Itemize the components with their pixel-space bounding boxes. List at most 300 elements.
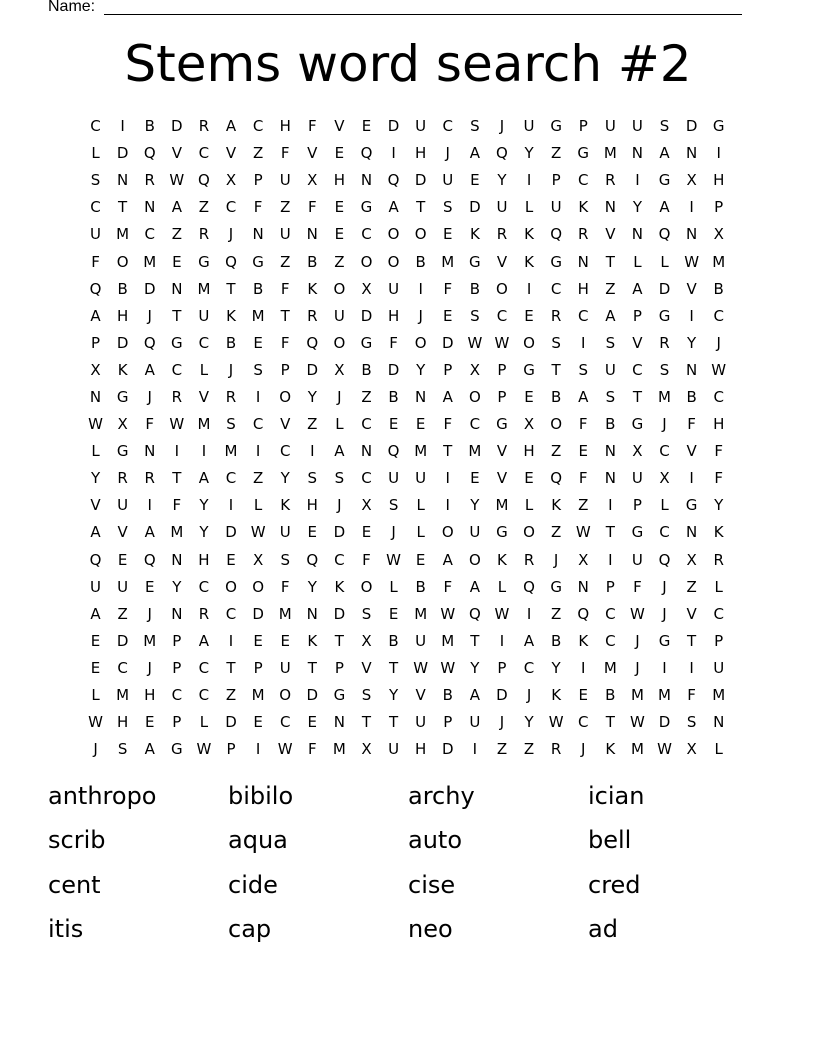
grid-letter: Z — [198, 198, 210, 217]
grid-letter: K — [307, 631, 318, 650]
grid-letter: G — [360, 333, 373, 352]
grid-letter: K — [524, 252, 534, 271]
search-word: itis — [48, 915, 84, 944]
search-word: cent — [48, 870, 101, 899]
grid-letter: O — [414, 333, 427, 352]
grid-letter: T — [388, 713, 399, 732]
grid-letter: J — [662, 604, 667, 623]
search-word: bibilo — [228, 782, 294, 811]
grid-letter: I — [635, 171, 640, 190]
grid-letter: A — [334, 442, 345, 461]
grid-letter: G — [658, 306, 671, 325]
grid-letter: E — [361, 523, 372, 542]
grid-letter: E — [415, 415, 426, 434]
grid-letter: S — [280, 550, 290, 569]
grid-letter: Z — [280, 198, 291, 217]
grid-letter: C — [550, 279, 562, 298]
grid-letter: M — [468, 442, 482, 461]
grid-letter: C — [144, 225, 155, 244]
grid-letter: U — [117, 496, 129, 515]
grid-letter: K — [280, 496, 291, 515]
grid-letter: D — [143, 279, 156, 298]
grid-letter: D — [658, 279, 671, 298]
grid-letter: F — [578, 415, 588, 434]
grid-letter: G — [712, 117, 725, 136]
grid-letter: Y — [687, 333, 697, 352]
search-word: scrib — [48, 826, 106, 855]
grid-letter: S — [253, 360, 263, 379]
grid-letter: T — [388, 658, 399, 677]
grid-letter: T — [334, 631, 344, 650]
grid-letter: R — [225, 387, 237, 406]
grid-letter: B — [388, 387, 399, 406]
grid-letter: C — [117, 658, 128, 677]
grid-letter: E — [443, 225, 453, 244]
grid-letter: T — [172, 469, 182, 488]
grid-letter: M — [414, 604, 428, 623]
grid-letter: X — [307, 171, 318, 190]
grid-letter: X — [686, 550, 697, 569]
grid-letter: Y — [470, 496, 480, 515]
grid-row — [82, 465, 732, 492]
search-word: cide — [228, 870, 278, 899]
grid-letter: E — [253, 631, 263, 650]
grid-letter: B — [388, 631, 399, 650]
grid-letter: G — [685, 496, 698, 515]
grid-letter: N — [333, 713, 345, 732]
search-word: bell — [588, 826, 632, 855]
grid-letter: A — [225, 117, 237, 136]
grid-letter: N — [171, 604, 183, 623]
grid-letter: E — [144, 713, 155, 732]
grid-letter: D — [306, 686, 319, 705]
search-word: archy — [408, 782, 475, 811]
grid-letter: W — [630, 713, 645, 732]
grid-letter: R — [144, 469, 155, 488]
grid-letter: O — [523, 333, 535, 352]
grid-letter: J — [147, 658, 152, 677]
grid-letter: U — [388, 279, 400, 298]
search-word: cap — [228, 915, 272, 944]
grid-letter: I — [255, 387, 261, 406]
grid-letter: C — [605, 631, 616, 650]
grid-letter: L — [199, 360, 209, 379]
grid-letter: A — [171, 198, 182, 217]
grid-letter: S — [226, 415, 236, 434]
grid-letter: Q — [306, 550, 319, 569]
grid-letter: U — [117, 577, 129, 596]
grid-letter: I — [472, 740, 478, 759]
grid-letter: F — [362, 550, 371, 569]
grid-letter: N — [604, 442, 616, 461]
grid-letter: U — [279, 225, 291, 244]
grid-letter: U — [469, 523, 481, 542]
grid-letter: I — [581, 658, 586, 677]
search-word: ician — [588, 782, 645, 811]
grid-letter: M — [603, 658, 617, 677]
grid-letter: L — [524, 198, 534, 217]
grid-letter: C — [198, 686, 210, 705]
grid-letter: Y — [172, 577, 182, 596]
grid-letter: I — [310, 442, 315, 461]
grid-letter: L — [416, 523, 425, 542]
grid-letter: V — [686, 442, 697, 461]
grid-letter: I — [689, 658, 694, 677]
grid-letter: S — [686, 713, 697, 732]
grid-letter: O — [523, 523, 535, 542]
grid-letter: W — [575, 523, 591, 542]
grid-letter: L — [91, 686, 100, 705]
grid-letter: D — [658, 713, 671, 732]
grid-letter: Y — [416, 360, 426, 379]
grid-letter: L — [91, 144, 100, 163]
grid-row — [82, 194, 732, 221]
grid-letter: C — [659, 523, 670, 542]
grid-letter: O — [360, 577, 373, 596]
grid-letter: F — [389, 333, 398, 352]
grid-letter: X — [632, 442, 643, 461]
grid-letter: L — [91, 442, 100, 461]
grid-letter: K — [605, 740, 616, 759]
grid-letter: L — [199, 713, 209, 732]
grid-letter: Q — [225, 252, 237, 271]
grid-letter: M — [251, 306, 265, 325]
grid-letter: M — [197, 279, 211, 298]
grid-letter: N — [360, 442, 373, 461]
grid-letter: Z — [252, 469, 264, 488]
grid-letter: E — [470, 469, 480, 488]
name-label: Name: — [48, 0, 96, 15]
grid-letter: D — [116, 144, 129, 163]
grid-letter: F — [443, 279, 453, 298]
grid-letter: I — [418, 279, 423, 298]
grid-letter: A — [578, 387, 589, 406]
grid-letter: C — [198, 658, 210, 677]
grid-letter: U — [415, 631, 427, 650]
grid-letter: Y — [90, 469, 101, 488]
grid-letter: S — [361, 604, 372, 623]
grid-letter: G — [171, 333, 183, 352]
grid-letter: G — [523, 360, 535, 379]
grid-letter: G — [171, 740, 183, 759]
grid-letter: J — [499, 713, 505, 732]
grid-letter: C — [361, 469, 372, 488]
grid-letter: Q — [143, 550, 156, 569]
grid-letter: J — [499, 117, 505, 136]
grid-letter: E — [524, 469, 534, 488]
grid-letter: D — [306, 360, 319, 379]
grid-letter: R — [307, 306, 318, 325]
grid-letter: H — [577, 279, 589, 298]
grid-letter: I — [255, 442, 261, 461]
grid-letter: N — [685, 144, 698, 163]
grid-letter: R — [198, 225, 210, 244]
grid-letter: A — [469, 686, 480, 705]
grid-letter: O — [333, 333, 346, 352]
grid-letter: Y — [307, 577, 317, 596]
grid-letter: T — [226, 658, 236, 677]
grid-letter: O — [279, 387, 292, 406]
grid-letter: U — [713, 658, 725, 677]
grid-letter: B — [117, 279, 128, 298]
grid-letter: N — [144, 442, 156, 461]
grid-letter: E — [307, 523, 318, 542]
grid-letter: X — [361, 279, 372, 298]
grid-letter: U — [90, 225, 102, 244]
grid-letter: Z — [551, 144, 562, 163]
grid-letter: X — [686, 740, 697, 759]
grid-letter: G — [631, 415, 644, 434]
grid-letter: U — [442, 171, 454, 190]
grid-letter: T — [687, 631, 697, 650]
grid-letter: E — [172, 252, 182, 271]
grid-letter: D — [387, 360, 400, 379]
grid-letter: Z — [117, 604, 128, 623]
grid-letter: J — [635, 658, 640, 677]
grid-letter: R — [523, 550, 535, 569]
grid-letter: R — [198, 117, 210, 136]
grid-letter: M — [414, 442, 428, 461]
grid-letter: Q — [550, 469, 563, 488]
grid-letter: I — [689, 306, 694, 325]
grid-letter: T — [605, 252, 615, 271]
grid-letter: L — [714, 740, 723, 759]
grid-letter: G — [496, 415, 508, 434]
grid-letter: Y — [307, 387, 317, 406]
grid-letter: G — [577, 144, 590, 163]
grid-letter: M — [332, 740, 346, 759]
grid-letter: M — [441, 252, 455, 271]
grid-letter: J — [228, 225, 234, 244]
grid-row — [82, 276, 732, 303]
grid-letter: I — [201, 442, 207, 461]
grid-letter: D — [414, 171, 427, 190]
grid-letter: Q — [143, 333, 156, 352]
grid-letter: L — [660, 496, 669, 515]
grid-letter: U — [333, 306, 345, 325]
grid-letter: S — [117, 740, 128, 759]
grid-letter: J — [228, 360, 234, 379]
grid-letter: P — [632, 306, 642, 325]
grid-letter: Y — [199, 496, 209, 515]
grid-letter: P — [632, 496, 642, 515]
grid-letter: P — [714, 631, 724, 650]
grid-letter: A — [632, 279, 643, 298]
grid-letter: H — [198, 550, 210, 569]
grid-letter: L — [633, 252, 642, 271]
grid-letter: D — [333, 604, 346, 623]
grid-letter: I — [445, 469, 450, 488]
grid-letter: N — [604, 469, 616, 488]
grid-letter: X — [334, 360, 345, 379]
grid-letter: G — [116, 387, 129, 406]
grid-letter: N — [117, 171, 129, 190]
grid-letter: U — [415, 469, 427, 488]
grid-letter: R — [144, 171, 155, 190]
grid-letter: J — [337, 496, 342, 515]
grid-letter: M — [251, 686, 265, 705]
grid-letter: H — [713, 171, 725, 190]
grid-letter: J — [391, 523, 396, 542]
grid-letter: Y — [714, 496, 724, 515]
grid-letter: N — [604, 198, 616, 217]
grid-row — [82, 547, 732, 574]
grid-letter: C — [469, 415, 481, 434]
grid-letter: E — [334, 225, 345, 244]
grid-letter: B — [415, 577, 426, 596]
grid-letter: Q — [387, 171, 400, 190]
grid-letter: Q — [143, 144, 156, 163]
grid-letter: P — [172, 658, 182, 677]
grid-letter: D — [171, 117, 183, 136]
grid-letter: J — [581, 740, 586, 759]
grid-row — [82, 736, 732, 763]
grid-letter: U — [279, 523, 291, 542]
grid-letter: R — [198, 604, 210, 623]
grid-letter: N — [631, 144, 644, 163]
grid-letter: H — [333, 171, 346, 190]
grid-row — [82, 438, 732, 465]
grid-letter: L — [497, 577, 507, 596]
grid-letter: Z — [686, 577, 697, 596]
grid-letter: N — [360, 171, 373, 190]
grid-letter: E — [524, 387, 534, 406]
grid-letter: T — [551, 360, 561, 379]
grid-letter: N — [415, 387, 427, 406]
grid-letter: B — [550, 387, 562, 406]
grid-letter: C — [713, 604, 724, 623]
search-word: cred — [588, 870, 641, 899]
grid-letter: Q — [658, 550, 671, 569]
grid-letter: L — [714, 577, 723, 596]
grid-letter: I — [120, 117, 125, 136]
grid-letter: R — [578, 225, 589, 244]
grid-letter: O — [279, 686, 292, 705]
grid-letter: N — [171, 550, 183, 569]
grid-letter: Q — [89, 279, 102, 298]
grid-letter: W — [169, 171, 185, 190]
grid-letter: Z — [496, 740, 508, 759]
grid-letter: Z — [578, 496, 589, 515]
grid-letter: U — [90, 577, 102, 596]
grid-row — [82, 221, 732, 248]
grid-letter: S — [605, 333, 616, 352]
grid-letter: S — [90, 171, 101, 190]
grid-letter: S — [551, 333, 561, 352]
grid-letter: B — [469, 279, 480, 298]
grid-letter: M — [116, 225, 130, 244]
grid-letter: G — [496, 523, 508, 542]
grid-letter: F — [443, 577, 453, 596]
grid-letter: K — [497, 550, 507, 569]
grid-letter: A — [144, 740, 155, 759]
grid-letter: D — [116, 631, 129, 650]
grid-letter: J — [526, 686, 532, 705]
grid-letter: E — [253, 333, 263, 352]
grid-letter: S — [659, 117, 670, 136]
grid-letter: Q — [496, 144, 508, 163]
word-row — [48, 863, 768, 907]
grid-letter: T — [443, 442, 453, 461]
grid-letter: D — [496, 686, 508, 705]
grid-letter: U — [631, 550, 643, 569]
grid-letter: I — [526, 171, 532, 190]
grid-letter: I — [391, 144, 396, 163]
grid-letter: Z — [551, 523, 562, 542]
grid-letter: C — [198, 144, 210, 163]
grid-letter: X — [361, 740, 372, 759]
grid-letter: K — [551, 496, 562, 515]
grid-letter: Q — [577, 604, 590, 623]
grid-letter: B — [361, 360, 372, 379]
grid-letter: N — [306, 225, 318, 244]
grid-row — [82, 492, 732, 519]
grid-letter: U — [388, 469, 400, 488]
grid-letter: C — [198, 333, 210, 352]
grid-letter: C — [171, 686, 183, 705]
grid-letter: W — [196, 740, 212, 759]
grid-letter: T — [605, 523, 615, 542]
grid-letter: Z — [361, 387, 372, 406]
grid-letter: W — [386, 550, 401, 569]
grid-letter: C — [577, 171, 589, 190]
grid-letter: M — [712, 252, 726, 271]
grid-letter: Z — [225, 686, 237, 705]
grid-letter: X — [686, 171, 697, 190]
grid-letter: O — [414, 225, 427, 244]
grid-letter: A — [144, 360, 155, 379]
search-word: aqua — [228, 826, 288, 855]
grid-letter: K — [524, 225, 534, 244]
grid-letter: D — [360, 306, 373, 325]
grid-letter: I — [228, 631, 234, 650]
grid-letter: M — [197, 415, 211, 434]
grid-letter: V — [686, 279, 697, 298]
grid-letter: B — [415, 252, 426, 271]
grid-letter: B — [307, 252, 318, 271]
grid-letter: I — [174, 442, 180, 461]
grid-letter: I — [526, 279, 532, 298]
grid-letter: J — [445, 144, 450, 163]
grid-letter: B — [442, 686, 453, 705]
grid-letter: M — [143, 252, 157, 271]
grid-letter: C — [659, 442, 670, 461]
grid-letter: I — [499, 631, 505, 650]
grid-letter: N — [713, 713, 725, 732]
grid-letter: B — [713, 279, 724, 298]
grid-letter: N — [144, 198, 156, 217]
grid-letter: A — [388, 198, 399, 217]
grid-letter: U — [469, 713, 481, 732]
grid-letter: F — [280, 577, 290, 596]
grid-letter: K — [226, 306, 236, 325]
grid-letter: F — [172, 496, 182, 515]
grid-letter: H — [415, 144, 427, 163]
word-row — [48, 774, 768, 818]
grid-letter: U — [415, 713, 427, 732]
grid-letter: P — [253, 658, 263, 677]
grid-letter: I — [608, 496, 613, 515]
grid-letter: H — [306, 496, 318, 515]
grid-letter: D — [225, 523, 237, 542]
grid-letter: S — [578, 360, 588, 379]
grid-letter: T — [307, 658, 317, 677]
grid-letter: C — [171, 360, 183, 379]
grid-letter: C — [496, 306, 508, 325]
grid-letter: P — [578, 117, 588, 136]
grid-letter: X — [469, 360, 480, 379]
grid-letter: Z — [307, 415, 318, 434]
